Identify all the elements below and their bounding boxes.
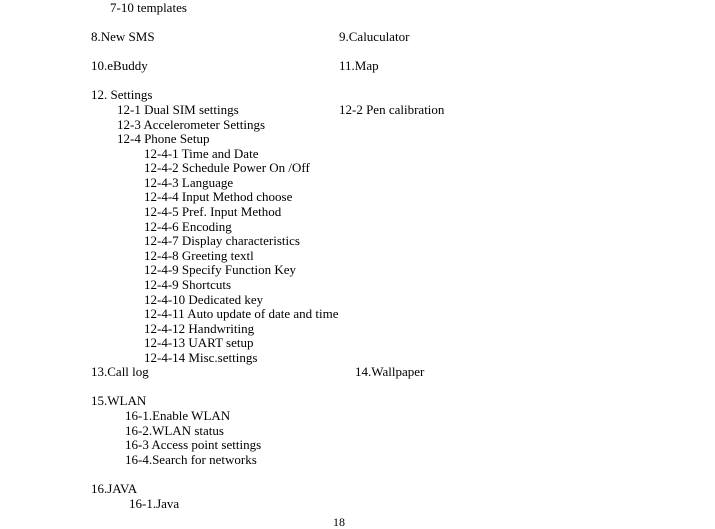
menu-item-12-4-9b: 12-4-9 Shortcuts: [144, 277, 232, 292]
menu-item-16-4: 16-4.Search for networks: [125, 452, 257, 467]
menu-item-12-4-14: 12-4-14 Misc.settings: [144, 350, 258, 365]
menu-item-12-4-3: 12-4-3 Language: [144, 175, 234, 190]
menu-item-7-10: 7-10 templates: [110, 0, 187, 15]
menu-item-12-4-13: 12-4-13 UART setup: [144, 335, 254, 350]
menu-item-12-3: 12-3 Accelerometer Settings: [117, 117, 266, 132]
menu-item-12-4-2: 12-4-2 Schedule Power On /Off: [144, 160, 310, 175]
menu-item-12-4-4: 12-4-4 Input Method choose: [144, 189, 293, 204]
menu-item-12-4-5: 12-4-5 Pref. Input Method: [144, 204, 282, 219]
menu-item-16-1-java: 16-1.Java: [129, 496, 180, 511]
menu-item-12-4: 12-4 Phone Setup: [117, 131, 210, 146]
menu-item-12-4-9a: 12-4-9 Specify Function Key: [144, 262, 297, 277]
menu-item-16-1: 16-1.Enable WLAN: [125, 408, 231, 423]
menu-item-12: 12. Settings: [91, 87, 153, 102]
menu-item-16-3: 16-3 Access point settings: [125, 437, 262, 452]
menu-item-16: 16.JAVA: [91, 481, 138, 496]
page-number: 18: [333, 515, 345, 529]
menu-item-12-2: 12-2 Pen calibration: [339, 102, 445, 117]
menu-item-12-4-1: 12-4-1 Time and Date: [144, 146, 259, 161]
menu-item-9: 9.Caluculator: [339, 29, 410, 44]
menu-item-12-4-11: 12-4-11 Auto update of date and time: [144, 306, 339, 321]
menu-item-11: 11.Map: [339, 58, 379, 73]
menu-item-10: 10.eBuddy: [91, 58, 148, 73]
menu-item-15: 15.WLAN: [91, 393, 147, 408]
menu-item-12-4-12: 12-4-12 Handwriting: [144, 321, 255, 336]
menu-item-13: 13.Call log: [91, 364, 149, 379]
menu-item-16-2: 16-2.WLAN status: [125, 423, 224, 438]
menu-item-14: 14.Wallpaper: [355, 364, 425, 379]
menu-item-12-4-7: 12-4-7 Display characteristics: [144, 233, 300, 248]
menu-item-8: 8.New SMS: [91, 29, 155, 44]
menu-item-12-1: 12-1 Dual SIM settings: [117, 102, 239, 117]
menu-item-12-4-6: 12-4-6 Encoding: [144, 219, 232, 234]
menu-item-12-4-8: 12-4-8 Greeting textl: [144, 248, 254, 263]
menu-item-12-4-10: 12-4-10 Dedicated key: [144, 292, 264, 307]
